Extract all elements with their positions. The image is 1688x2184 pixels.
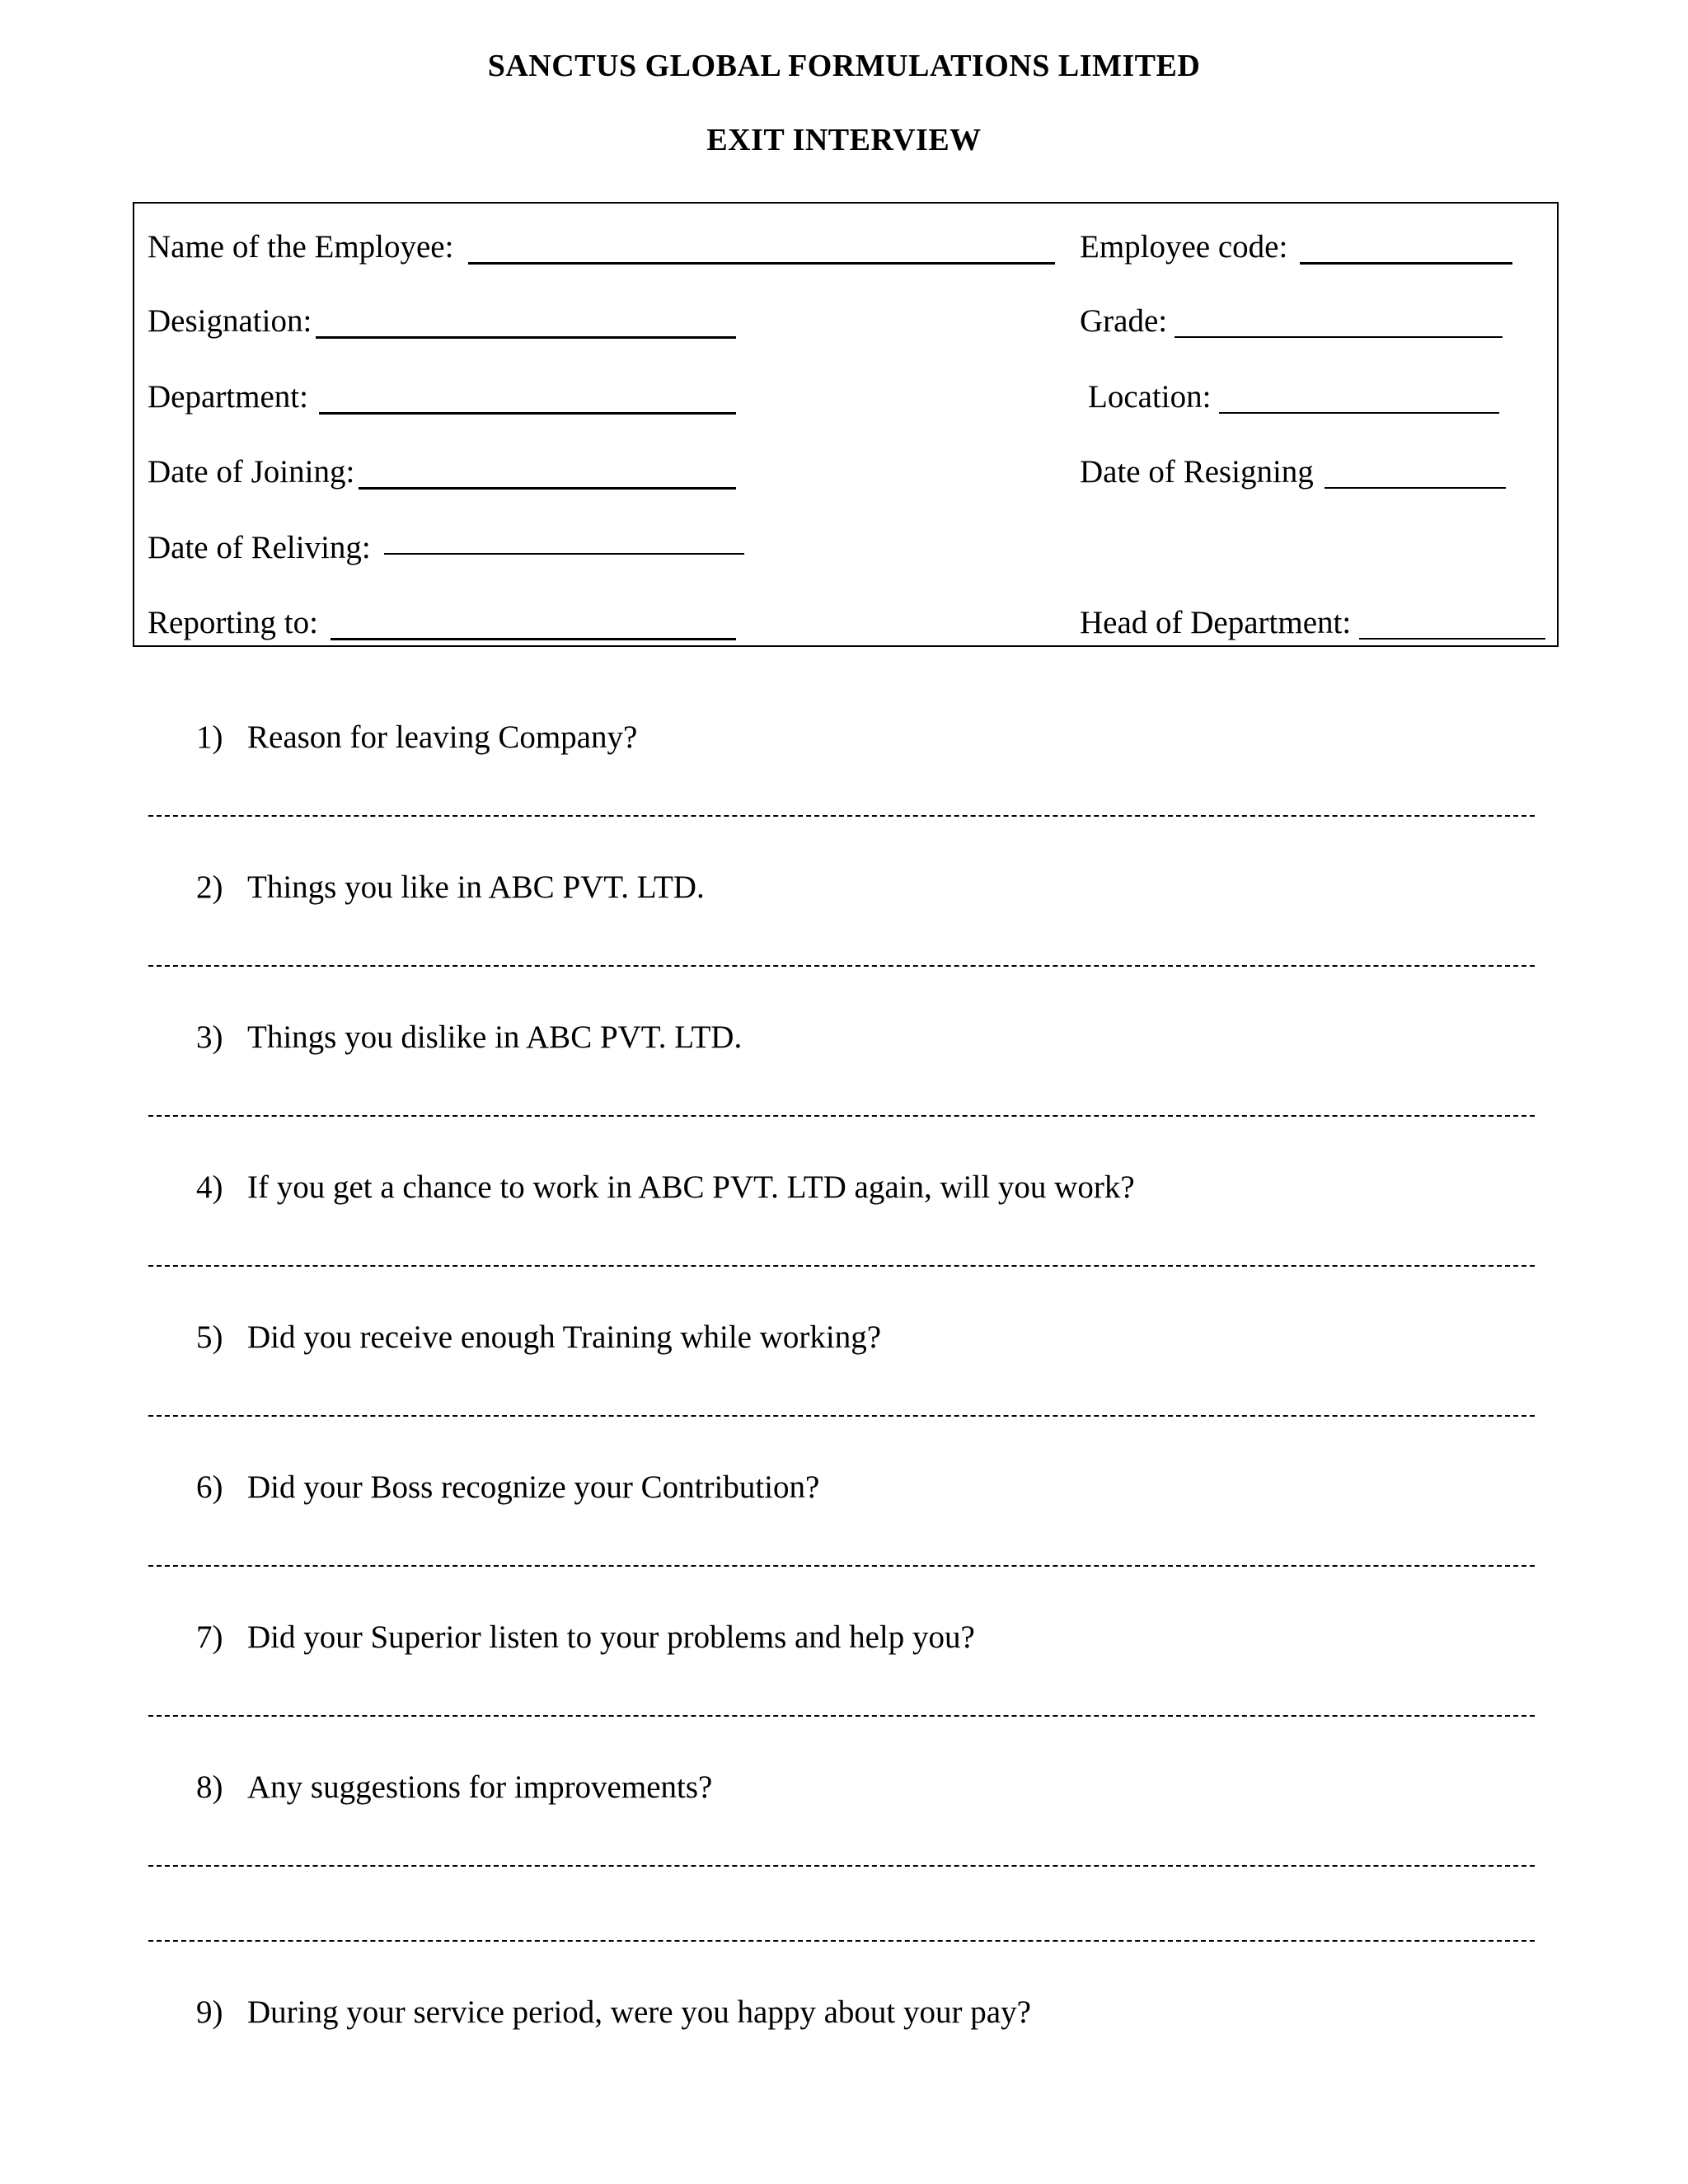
location-field[interactable]	[1219, 412, 1499, 414]
designation-label: Designation:	[148, 303, 312, 339]
hod-field[interactable]	[1359, 638, 1545, 640]
question-number: 6)	[196, 1469, 223, 1505]
question-number: 7)	[196, 1619, 223, 1655]
question-6	[196, 1469, 819, 1506]
joining-date-label: Date of Joining:	[148, 454, 355, 490]
reporting-to-field[interactable]	[331, 638, 736, 640]
question-text: Reason for leaving Company?	[247, 719, 638, 755]
employee-name-field[interactable]	[468, 262, 1055, 265]
form-title: EXIT INTERVIEW	[706, 123, 982, 157]
question-text: Any suggestions for improvements?	[247, 1769, 713, 1805]
grade-label: Grade:	[1080, 303, 1168, 339]
answer-line-2[interactable]	[148, 965, 1535, 967]
question-number: 5)	[196, 1319, 223, 1355]
question-8	[196, 1769, 712, 1806]
relieving-date-label: Date of Reliving:	[148, 530, 371, 565]
answer-line-8a[interactable]	[148, 1865, 1535, 1867]
joining-date-field[interactable]	[359, 487, 736, 490]
question-text: If you get a chance to work in ABC PVT. LTD again, will you work?	[247, 1169, 1135, 1205]
relieving-date-field[interactable]	[384, 553, 744, 555]
question-number: 1)	[196, 719, 223, 755]
question-text: During your service period, were you happy about your pay?	[247, 1994, 1031, 2030]
question-9	[196, 1994, 1031, 2031]
question-text: Things you dislike in ABC PVT. LTD.	[247, 1019, 743, 1055]
question-number: 2)	[196, 869, 223, 905]
resigning-date-label: Date of Resigning	[1080, 454, 1314, 490]
question-text: Did your Superior listen to your problems and help you?	[247, 1619, 975, 1655]
answer-line-1[interactable]	[148, 815, 1535, 817]
reporting-to-label: Reporting to:	[148, 605, 318, 640]
answer-line-8b[interactable]	[148, 1940, 1535, 1942]
employee-name-label: Name of the Employee:	[148, 229, 454, 265]
question-3	[196, 1019, 742, 1056]
question-text: Did your Boss recognize your Contribution?	[247, 1469, 820, 1505]
question-4	[196, 1169, 1135, 1206]
answer-line-3[interactable]	[148, 1115, 1535, 1117]
employee-code-label: Employee code:	[1080, 229, 1288, 265]
question-text: Things you like in ABC PVT. LTD.	[247, 869, 705, 905]
resigning-date-field[interactable]	[1325, 487, 1506, 489]
grade-field[interactable]	[1175, 336, 1503, 338]
question-7	[196, 1619, 975, 1656]
answer-line-4[interactable]	[148, 1265, 1535, 1267]
employee-info-box	[133, 202, 1559, 647]
answer-line-6[interactable]	[148, 1565, 1535, 1567]
question-number: 9)	[196, 1994, 223, 2030]
question-text: Did you receive enough Training while working?	[247, 1319, 882, 1355]
question-number: 3)	[196, 1019, 223, 1055]
department-field[interactable]	[319, 412, 736, 415]
location-label: Location:	[1088, 379, 1212, 415]
question-2	[196, 869, 705, 906]
company-name: SANCTUS GLOBAL FORMULATIONS LIMITED	[487, 49, 1201, 83]
answer-line-5[interactable]	[148, 1415, 1535, 1417]
question-number: 8)	[196, 1769, 223, 1805]
designation-field[interactable]	[316, 336, 736, 339]
question-1	[196, 719, 637, 756]
question-5	[196, 1319, 881, 1356]
answer-line-7[interactable]	[148, 1715, 1535, 1717]
department-label: Department:	[148, 379, 308, 415]
question-number: 4)	[196, 1169, 223, 1205]
employee-code-field[interactable]	[1300, 262, 1512, 265]
hod-label: Head of Department:	[1080, 605, 1352, 640]
